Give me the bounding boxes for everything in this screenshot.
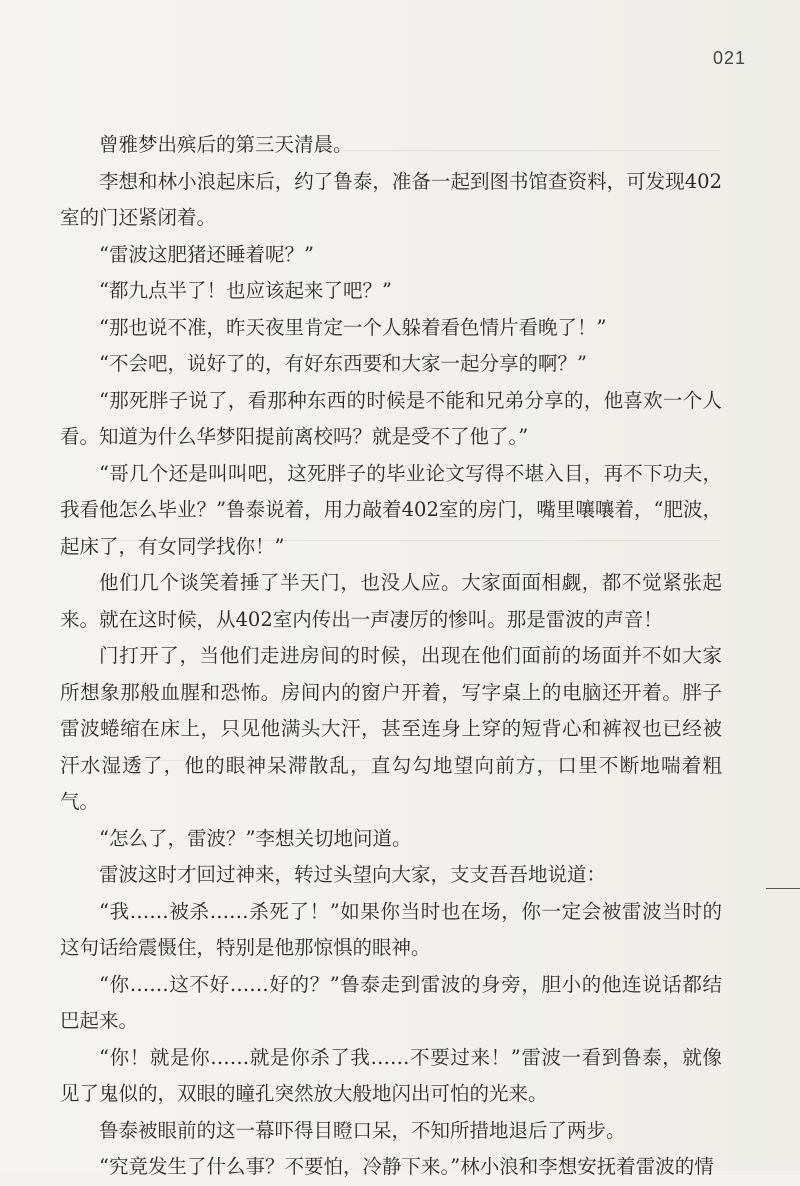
margin-mark	[766, 888, 800, 889]
paragraph: “不会吧，说好了的，有好东西要和大家一起分享的啊？”	[99, 352, 587, 375]
paragraph: “那也说不准，昨天夜里肯定一个人躲着看色情片看晚了！”	[99, 315, 607, 339]
paragraph: “我……被杀……杀死了！”如果你当时也在场，你一定会被雷波当时的这句话给震慑住，特别是他那惊惧的眼神。	[60, 899, 722, 959]
page-number: 021	[712, 48, 746, 68]
paragraph: “怎么了，雷波？”李想关切地问道。	[99, 826, 412, 850]
paragraph: “究竟发生了什么事？不要怕，冷静下来。”林小浪和李想安抚着雷波的情	[99, 1155, 714, 1178]
paragraph: 门打开了，当他们走进房间的时候，出现在他们面前的场面并不如大家所想象那般血腥和恐怖。房间内的窗户开着，写字桌上的电脑还开着。胖子雷波蜷缩在床上，只见他满头大汗，甚至连身上穿的短背心和裤衩也已经被汗水湿透了，他的眼神呆滞散乱，直勾勾地望向前方，口里不断地喘着粗气。	[60, 644, 722, 813]
paragraph: “你……这不好……好的？”鲁泰走到雷波的身旁，胆小的他连说话都结巴起来。	[60, 972, 722, 1032]
paragraph: 曾雅梦出殡后的第三天清晨。	[99, 133, 353, 156]
paragraph: “你！就是你……就是你杀了我……不要过来！”雷波一看到鲁泰，就像见了鬼似的，双眼的瞳孔突然放大般地闪出可怕的光来。	[60, 1045, 722, 1105]
paragraph: 雷波这时才回过神来，转过头望向大家，支支吾吾地说道：	[99, 863, 607, 886]
paragraph: 鲁泰被眼前的这一幕吓得目瞪口呆，不知所措地退后了两步。	[99, 1118, 626, 1142]
paragraph: 他们几个谈笑着捶了半天门，也没人应。大家面面相觑，都不觉紧张起来。就在这时候，从402室内传出一声凄厉的惨叫。那是雷波的声音！	[60, 571, 722, 631]
body-text	[60, 127, 722, 1186]
paragraph: “那死胖子说了，看那种东西的时候是不能和兄弟分享的，他喜欢一个人看。知道为什么华梦阳提前离校吗？就是受不了他了。”	[60, 388, 722, 448]
paragraph: “都九点半了！也应该起来了吧？”	[99, 279, 392, 302]
paragraph: “哥几个还是叫叫吧，这死胖子的毕业论文写得不堪入目，再不下功夫，我看他怎么毕业？”鲁泰说着，用力敲着402室的房门，嘴里嚷嚷着，“肥波，起床了，有女同学找你！”	[60, 461, 722, 558]
paragraph: 李想和林小浪起床后，约了鲁泰，准备一起到图书馆查资料，可发现402室的门还紧闭着。	[60, 169, 722, 229]
paragraph: “雷波这肥猪还睡着呢？”	[99, 242, 314, 266]
